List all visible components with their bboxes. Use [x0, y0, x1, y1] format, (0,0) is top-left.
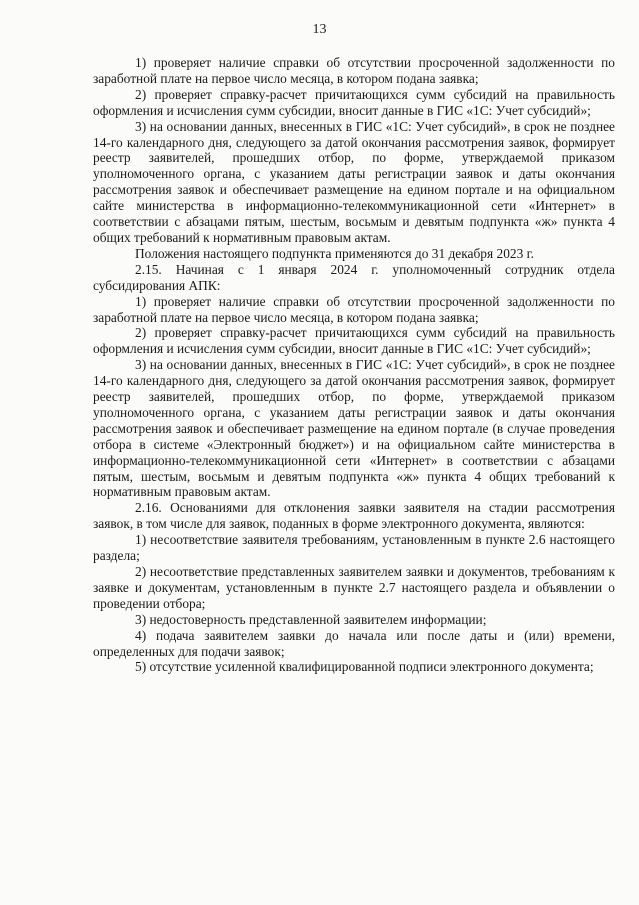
- document-body: [93, 55, 615, 675]
- paragraph: 2) проверяет справку-расчет причитающихся сумм субсидий на правильность оформления и исчисления сумм субсидии, вносит данные в ГИС «1С: Учет субсидий»;: [93, 86, 615, 118]
- page-number: 13: [312, 22, 327, 37]
- paragraph: 5) отсутствие усиленной квалифицированной подписи электронного документа;: [135, 659, 594, 675]
- paragraph: 3) на основании данных, внесенных в ГИС «1С: Учет субсидий», в срок не позднее 14-го календарного дня, следующего за датой окончания рассмотрения заявок, формирует реестр заявителей, прошедших отбор, по форме, утверждаемой приказом уполномоченного органа, с указанием даты регистрации заявок и даты окончания рассмотрения заявок и обеспечивает размещение на едином портале и на официальном сайте министерства в информационно-телекоммуникационной сети «Интернет» в соответствии с абзацами пятым, шестым, восьмым и девятым подпункта «ж» пункта 4 общих требований к нормативным правовым актам.: [93, 118, 615, 245]
- paragraph: 2.16. Основаниями для отклонения заявки заявителя на стадии рассмотрения заявок, в том числе для заявок, поданных в форме электронного документа, являются:: [93, 500, 615, 532]
- paragraph: Положения настоящего подпункта применяются до 31 декабря 2023 г.: [135, 245, 534, 261]
- paragraph: 2) проверяет справку-расчет причитающихся сумм субсидий на правильность оформления и исчисления сумм субсидии, вносит данные в ГИС «1С: Учет субсидий»;: [93, 325, 615, 357]
- paragraph: 2.15. Начиная с 1 января 2024 г. уполномоченный сотрудник отдела субсидирования АПК:: [93, 261, 615, 293]
- paragraph: 1) проверяет наличие справки об отсутствии просроченной задолженности по заработной плате на первое число месяца, в котором подана заявка;: [93, 293, 615, 325]
- paragraph: 1) несоответствие заявителя требованиям, установленным в пункте 2.6 настоящего раздела;: [93, 532, 615, 564]
- paragraph: 3) недостоверность представленной заявителем информации;: [135, 611, 487, 627]
- paragraph: 1) проверяет наличие справки об отсутствии просроченной задолженности по заработной плате на первое число месяца, в котором подана заявка;: [93, 55, 615, 86]
- paragraph: 3) на основании данных, внесенных в ГИС «1С: Учет субсидий», в срок не позднее 14-го календарного дня, следующего за датой окончания рассмотрения заявок, формирует реестр заявителей, прошедших отбор, по форме, утверждаемой приказом уполномоченного органа, с указанием даты регистрации заявок и даты окончания рассмотрения заявок и обеспечивает размещение на едином портале (в случае проведения отбора в системе «Электронный бюджет») и на официальном сайте министерства в информационно-телекоммуникационной сети «Интернет» в соответствии с абзацами пятым, шестым, восьмым и девятым подпункта «ж» пункта 4 общих требований к нормативным правовым актам.: [93, 357, 615, 500]
- paragraph: 4) подача заявителем заявки до начала или после даты и (или) времени, определенных для подачи заявок;: [93, 627, 615, 659]
- paragraph: 2) несоответствие представленных заявителем заявки и документов, требованиям к заявке и документам, установленным в пункте 2.7 настоящего раздела и объявлении о проведении отбора;: [93, 564, 615, 611]
